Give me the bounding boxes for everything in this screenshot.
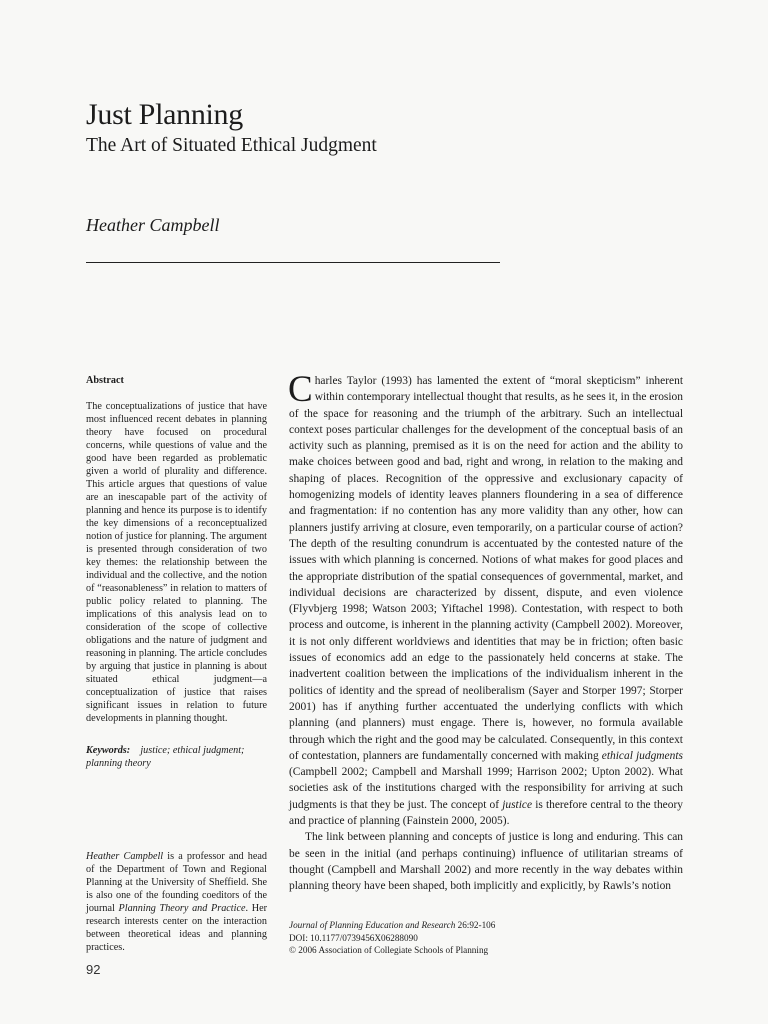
page-number: 92 (86, 962, 101, 977)
journal-footer (289, 919, 683, 957)
bio-author-name: Heather Campbell (86, 851, 164, 862)
bio-text-1: is a professor and head of the Department of Town and Regional Planning at the University of Sheffield. She is also one of the founding coeditors of the journal (86, 851, 267, 914)
abstract-heading: Abstract (86, 375, 124, 386)
body-emphasis-justice: justice (502, 798, 533, 811)
footer-doi: DOI: 10.1177/0739456X06288090 (289, 932, 418, 943)
body-paragraph-1-part-a: harles Taylor (1993) has lamented the extent of “moral skepticism” inherent within contemporary intellectual thought that results, as he sees it, in the erosion of the space for reasoning and the triumph of the arbitrary. Such an intellectual context poses particular challenges for the development of the conceptual basis of an activity such as planning, premised as it is on the need for action and the ability to make choices between good and bad, right and wrong, in relation to the making and shaping of places. Recognition of the oppressive and exclusionary capacity of homogenizing models of identity leaves planners floundering in a sea of difference and fragmentation: if no contention has any more validity than any other, how can planners justify arriving at closure, even temporarily, on a particular course of action? The depth of the resulting conundrum is accentuated by the contested nature of the issues with which planning is concerned. Notions of what makes for good places and the appropriate distribution of the spatial consequences of governmental, market, and individual decisions are characterized by dissent, dispute, and even violence (Flyvbjerg 1998; Watson 2003; Yiftachel 1998). Contestation, with respect to both process and outcome, is inherent in the planning activity (Campbell 2002). Moreover, it is not only different worldviews and identities that may be in friction; often basic issues of economics add an edge to the passionately held concerns at stake. The inadvertent coalition between the implications of the individualism inherent in the politics of identity and the spread of neoliberalism (Sayer and Storper 1997; Storper 2001) has if anything further accentuated the underlying conflicts with which planning (and planners) must engage. There is, however, no formula available through which the right and the good may be calculated. Consequently, in this context of contestation, planners are fundamentally concerned with making (289, 375, 683, 762)
footer-copyright: © 2006 Association of Collegiate Schools of Planning (289, 945, 489, 955)
bio-text-2: . Her research interests center on the interaction between theoretical ideas and planning practices. (86, 903, 267, 953)
footer-citation-line (289, 919, 683, 932)
body-paragraph-1-part-b: (Campbell 2002; Campbell and Marshall 1999; Harrison 2002; Upton 2002). What societies ask of the institutions charged with the responsibility for arriving at such judgments is that they be just. The concept of (289, 766, 683, 811)
author-bio (86, 850, 267, 954)
footer-journal-name: Journal of Planning Education and Research (289, 920, 456, 930)
body-paragraph-2: The link between planning and concepts of justice is long and enduring. This can be seen in the initial (and perhaps continuing) influence of utilitarian streams of thought (Campbell and Marshall 2002) and more recently in the way debates within planning theory have been shaped, both implicitly and explicitly, by Rawls’s notion (289, 831, 683, 893)
bio-journal-name: Planning Theory and Practice (118, 903, 246, 914)
article-title: Just Planning (86, 98, 243, 131)
keywords-label: Keywords: (86, 745, 131, 756)
keywords-list: justice; ethical judgment; planning theory (86, 745, 245, 769)
keywords (86, 744, 267, 770)
article-author: Heather Campbell (86, 215, 220, 235)
drop-cap: C (288, 369, 313, 410)
body-paragraph-1-part-c: is therefore central to the theory and practice of planning (Fainstein 2000, 2005). (289, 798, 683, 828)
title-divider (86, 262, 500, 263)
body-paragraph-1 (288, 369, 683, 829)
main-body (288, 369, 683, 895)
body-emphasis-ethical-judgments: ethical judgments (601, 749, 683, 762)
abstract-text: The conceptualizations of justice that have most influenced recent debates in planning theory have focused on procedural concerns, while questions of value and the good have been regarded as problematic given a world of plurality and difference. This article argues that questions of value are an inescapable part of the activity of planning and hence its purpose is to identify the key dimensions of a reconceptualized notion of justice for planning. The argument is presented through consideration of two key themes: the relationship between the individual and the collective, and the notion of “reasonableness” in relation to matters of public policy related to planning. The implications of this analysis lead on to consideration of the scope of collective obligations and the nature of judgment and reasoning in planning. The article concludes by arguing that justice in planning is about situated ethical judgment—a conceptualization of justice that raises significant issues in relation to future developments in planning thought. (86, 401, 267, 724)
article-subtitle: The Art of Situated Ethical Judgment (86, 135, 377, 156)
footer-volume-pages: 26:92-106 (455, 920, 496, 930)
